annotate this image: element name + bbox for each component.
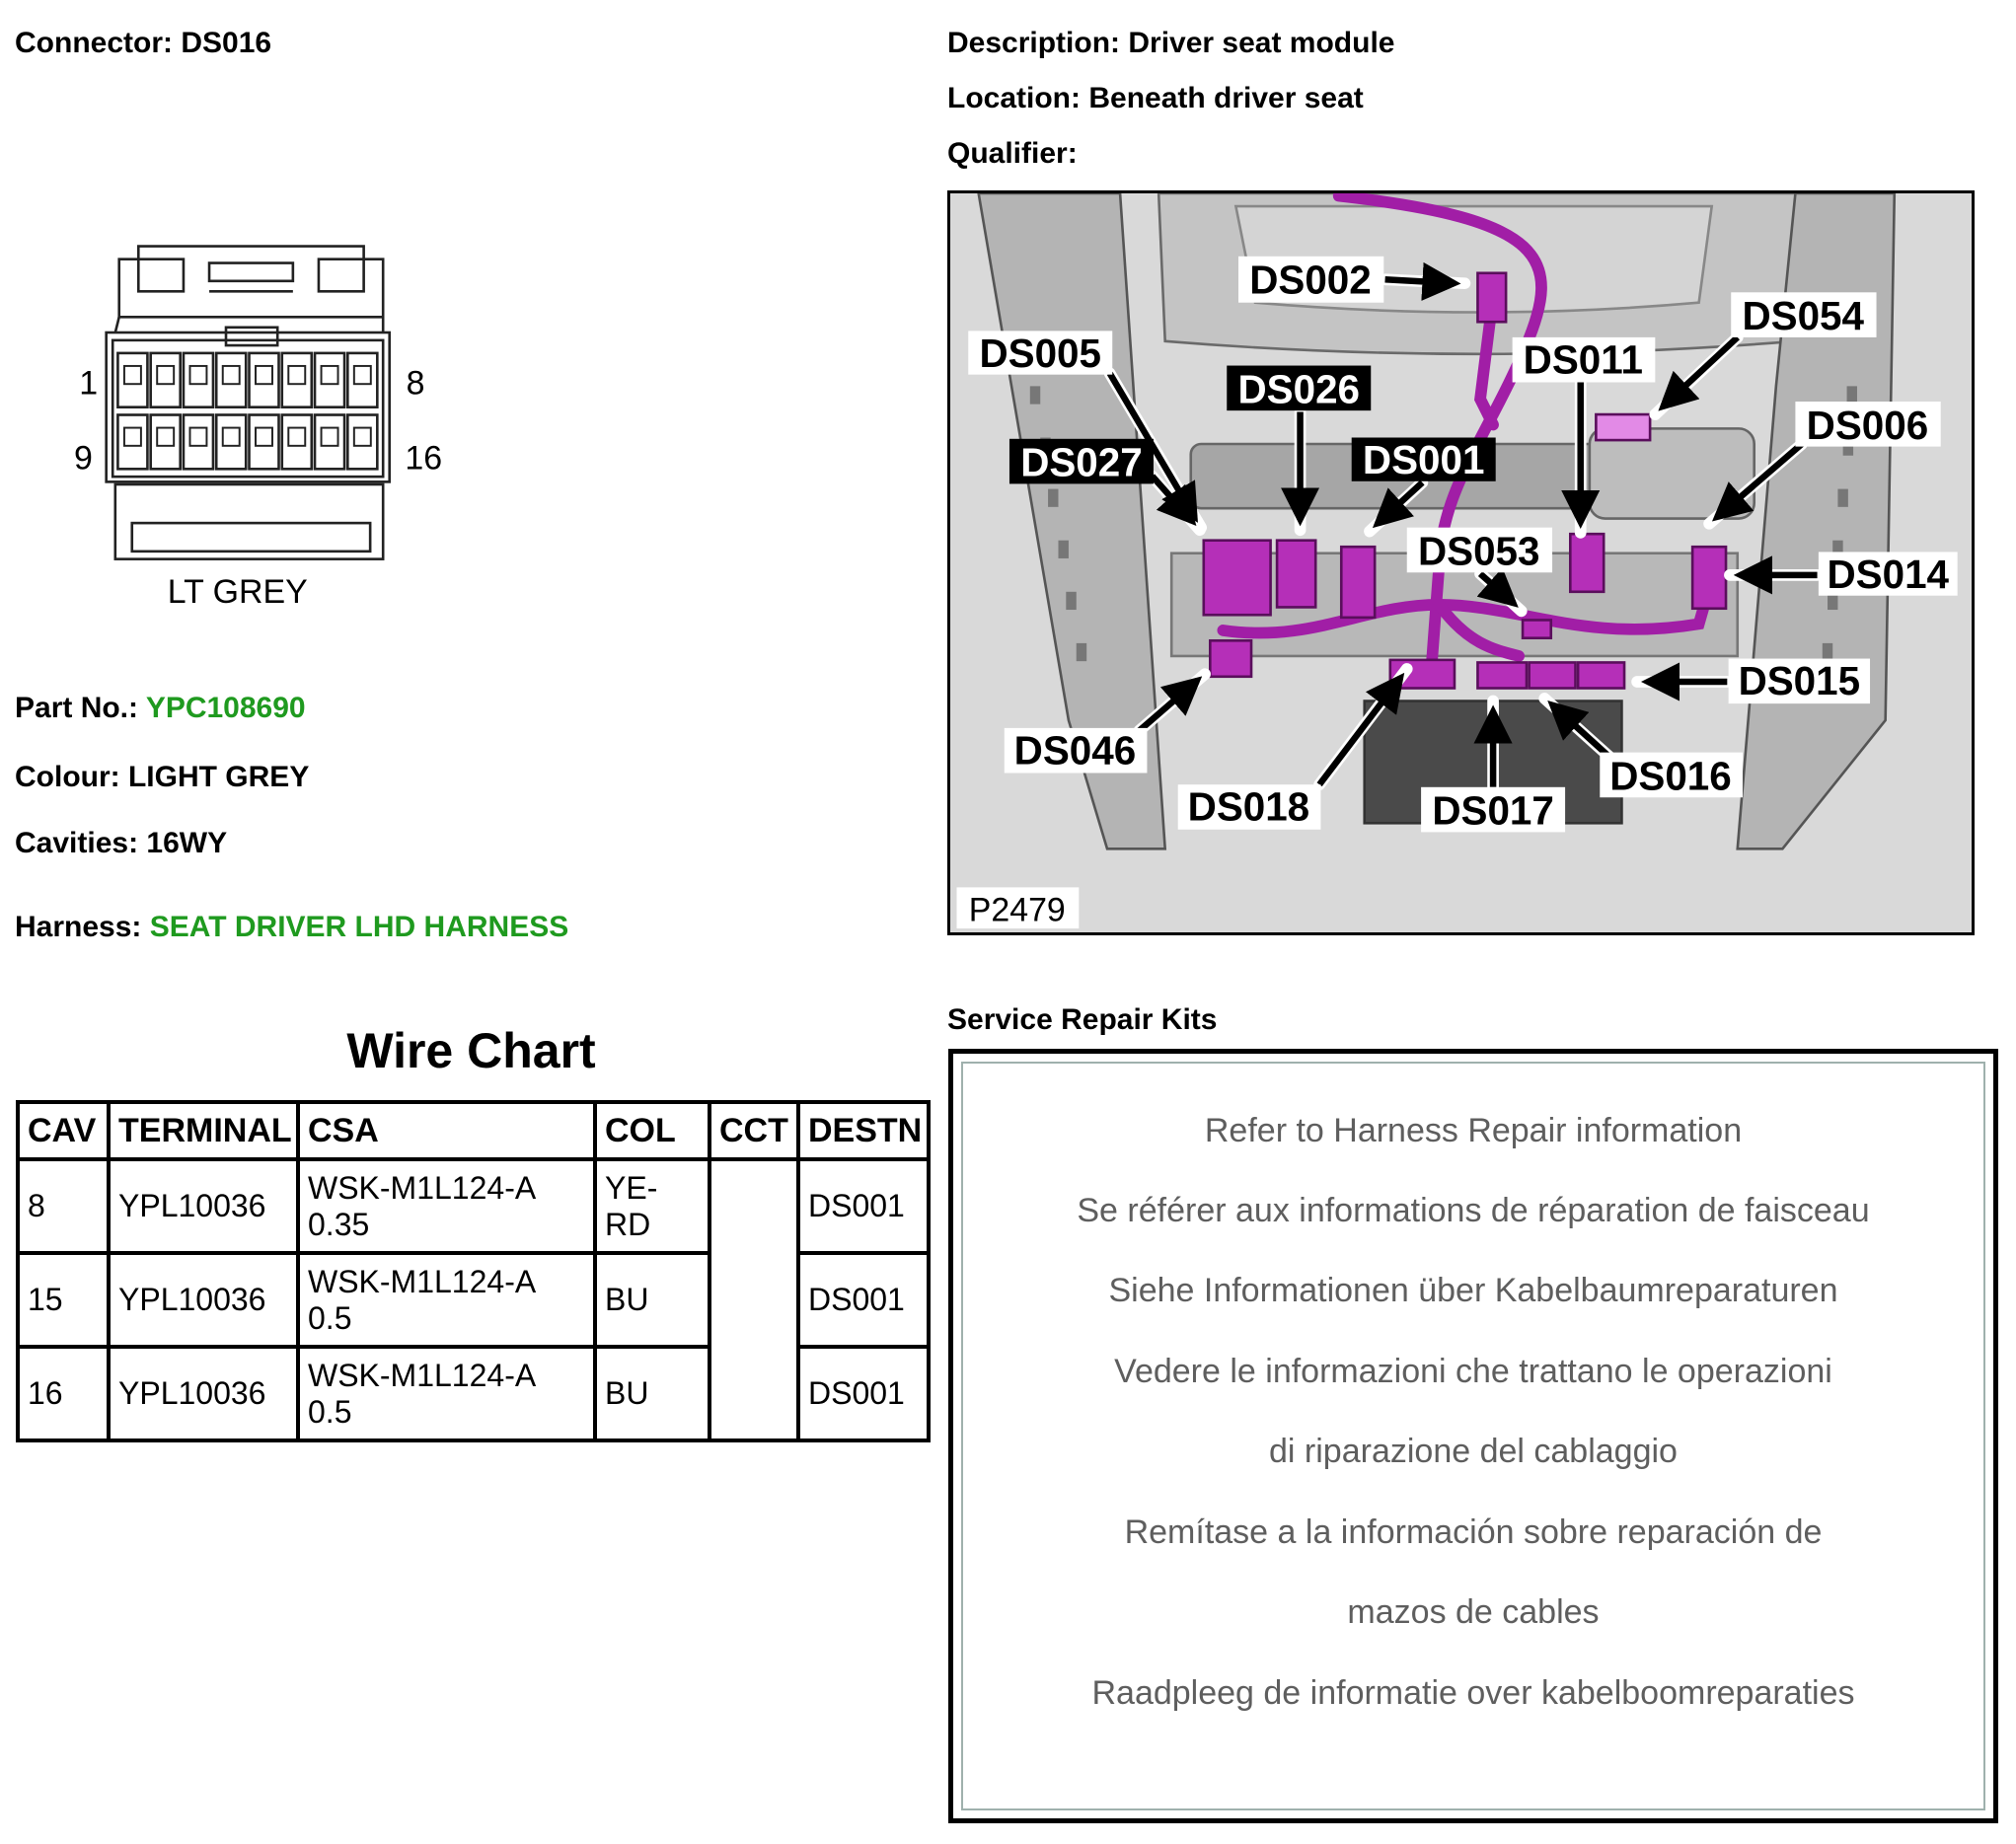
service-repair-kits-inner: [961, 1062, 1985, 1810]
connector-label: Connector:: [15, 27, 173, 59]
cavity-terminal: [223, 428, 240, 446]
service-repair-kits-box: [948, 1049, 1998, 1823]
cavity-terminal: [322, 428, 338, 446]
column-header-cav: CAV: [18, 1102, 109, 1159]
cavities-line: [15, 826, 227, 861]
cavity-grid: [117, 353, 377, 469]
callout-text: DS005: [979, 330, 1101, 376]
harness-line: [15, 910, 568, 945]
harness-link[interactable]: SEAT DRIVER LHD HARNESS: [149, 911, 569, 943]
cell-destn: DS001: [798, 1253, 929, 1347]
callout-ds027: [1009, 439, 1154, 485]
service-repair-kits-title: Service Repair Kits: [947, 1003, 1218, 1036]
colour-line: [15, 760, 309, 795]
cavity: [117, 353, 147, 407]
cell-terminal: YPL10036: [109, 1347, 298, 1440]
description-line: [947, 26, 1394, 61]
callout-text: DS046: [1013, 727, 1137, 774]
cavities-label: Cavities:: [15, 827, 139, 859]
part-no-line: [15, 691, 306, 726]
location-label: Location:: [947, 82, 1081, 114]
callout-ds017: [1421, 787, 1565, 834]
location-line: [947, 81, 1364, 116]
kit-line: di riparazione del cablaggio: [1269, 1433, 1678, 1470]
part-no-link[interactable]: YPC108690: [145, 692, 306, 724]
callout-text: DS011: [1523, 336, 1643, 383]
cavity: [282, 415, 312, 470]
callout-ds053: [1407, 528, 1552, 574]
cell-terminal: YPL10036: [109, 1159, 298, 1253]
connector-face-drawing: [61, 227, 467, 620]
cavity-terminal: [288, 428, 305, 446]
callout-ds015: [1729, 658, 1870, 703]
seat-harness-illustration: [950, 193, 1972, 932]
kit-line: Refer to Harness Repair information: [1204, 1112, 1743, 1149]
column-header-destn: DESTN: [798, 1102, 929, 1159]
table-row: [18, 1159, 929, 1253]
cavity: [117, 415, 147, 470]
callout-text: DS053: [1418, 528, 1540, 574]
connector-ds017: [1477, 662, 1527, 688]
cavity: [249, 353, 278, 407]
callout-ds016: [1600, 753, 1743, 799]
cavity-terminal: [157, 366, 174, 384]
colour-value: LIGHT GREY: [127, 761, 310, 793]
connector-ds002: [1477, 273, 1506, 322]
cell-cct: [709, 1159, 798, 1440]
callout-ds054: [1731, 292, 1876, 338]
cavity-terminal: [223, 366, 240, 384]
callout-text: DS027: [1020, 439, 1143, 485]
callout-ds018: [1178, 784, 1321, 830]
connector-ds027: [1204, 541, 1271, 616]
connector-ds016: [1530, 662, 1576, 688]
callout-ds026: [1227, 366, 1371, 412]
colour-label: Colour:: [15, 761, 120, 793]
connector-ds026: [1277, 541, 1315, 608]
cavity: [151, 415, 181, 470]
cell-terminal: YPL10036: [109, 1253, 298, 1347]
cell-csa: WSK-M1L124-A 0.5: [298, 1253, 595, 1347]
pin-label-9: 9: [74, 439, 93, 478]
callout-ds006: [1795, 402, 1940, 448]
cavity-terminal: [189, 428, 206, 446]
connector-location-figure: [947, 190, 1975, 935]
wire-chart-body: [18, 1159, 929, 1440]
wire-chart-title: Wire Chart: [346, 1023, 596, 1078]
cavity-terminal: [256, 428, 272, 446]
connector-ds053: [1523, 620, 1551, 637]
cavity: [216, 415, 246, 470]
kit-line: Raadpleeg de informatie over kabelboomreparaties: [1091, 1674, 1855, 1712]
qualifier-label: Qualifier:: [947, 137, 1078, 170]
callout-ds014: [1819, 552, 1958, 597]
callout-text: DS026: [1237, 366, 1361, 412]
connector-ds054: [1596, 414, 1650, 440]
cavity: [249, 415, 278, 470]
cavity: [347, 415, 377, 470]
cell-csa: WSK-M1L124-A 0.5: [298, 1347, 595, 1440]
wire-chart-table: [16, 1100, 931, 1442]
cavity: [282, 353, 312, 407]
column-header-cct: CCT: [709, 1102, 798, 1159]
cavity-terminal: [157, 428, 174, 446]
cell-cav: 16: [18, 1347, 109, 1440]
description-value: Driver seat module: [1128, 27, 1395, 59]
callout-text: DS002: [1249, 257, 1372, 303]
cell-cav: 8: [18, 1159, 109, 1253]
column-header-terminal: TERMINAL: [109, 1102, 298, 1159]
callout-text: DS014: [1827, 551, 1950, 597]
cavity-terminal: [124, 428, 141, 446]
cavity-terminal: [256, 366, 272, 384]
kit-line: mazos de cables: [1347, 1593, 1600, 1631]
pin-label-1: 1: [79, 364, 99, 403]
callout-text: DS054: [1742, 293, 1864, 339]
column-header-col: COL: [595, 1102, 709, 1159]
connector-latch: [138, 259, 363, 292]
kit-line: Vedere le informazioni che trattano le operazioni: [1114, 1353, 1832, 1390]
connector-colour-text: LT GREY: [167, 573, 308, 612]
callout-ds011: [1513, 336, 1656, 382]
cavity-terminal: [322, 366, 338, 384]
connector-ds046: [1210, 640, 1251, 676]
cavity: [315, 415, 344, 470]
cavity-terminal: [288, 366, 305, 384]
connector-lock-slot: [132, 523, 370, 552]
figure-id: P2479: [968, 891, 1066, 929]
qualifier-line: [947, 136, 1078, 172]
callout-ds046: [1005, 727, 1148, 773]
callout-text: DS001: [1362, 436, 1485, 482]
kit-line: Siehe Informationen über Kabelbaumreparaturen: [1108, 1272, 1838, 1309]
cavity: [151, 353, 181, 407]
cell-col: BU: [595, 1253, 709, 1347]
cavity-terminal: [354, 366, 371, 384]
connector-key: [226, 328, 277, 345]
cell-col: YE-RD: [595, 1159, 709, 1253]
wire-chart-header-row: [18, 1102, 929, 1159]
cell-destn: DS001: [798, 1159, 929, 1253]
part-no-label: Part No.:: [15, 692, 139, 724]
cavity: [216, 353, 246, 407]
location-value: Beneath driver seat: [1088, 82, 1364, 114]
cell-destn: DS001: [798, 1347, 929, 1440]
callout-ds001: [1352, 437, 1496, 482]
cell-csa: WSK-M1L124-A 0.35: [298, 1159, 595, 1253]
cavity: [315, 353, 344, 407]
callout-ds002: [1238, 257, 1383, 303]
arrow-ds002: [1385, 279, 1455, 283]
connector-ds011: [1570, 534, 1604, 592]
cavity-terminal: [354, 428, 371, 446]
harness-label: Harness:: [15, 911, 142, 943]
cell-col: BU: [595, 1347, 709, 1440]
connector-line: [15, 26, 271, 61]
callout-text: DS018: [1187, 783, 1310, 830]
cavity: [347, 353, 377, 407]
connector-ds015: [1578, 662, 1624, 688]
callout-text: DS006: [1806, 402, 1929, 448]
callout-ds005: [968, 331, 1112, 376]
callout-text: DS015: [1738, 658, 1861, 704]
cavity-terminal: [189, 366, 206, 384]
callout-text: DS016: [1609, 753, 1732, 799]
cavity: [184, 415, 213, 470]
callout-text: DS017: [1432, 787, 1554, 834]
pin-label-8: 8: [406, 364, 425, 403]
kit-line: Se référer aux informations de réparation de faisceau: [1077, 1192, 1870, 1229]
cell-cav: 15: [18, 1253, 109, 1347]
column-header-csa: CSA: [298, 1102, 595, 1159]
connector-ds014: [1692, 547, 1726, 609]
pin-label-16: 16: [405, 439, 443, 478]
connector-edge: [115, 317, 119, 332]
connector-value: DS016: [181, 27, 272, 59]
kit-line: Remítase a la información sobre reparación de: [1124, 1513, 1823, 1551]
cavities-value: 16WY: [146, 827, 228, 859]
cavity-terminal: [124, 366, 141, 384]
description-label: Description:: [947, 27, 1121, 59]
cavity: [184, 353, 213, 407]
connector-ds001: [1341, 547, 1375, 618]
